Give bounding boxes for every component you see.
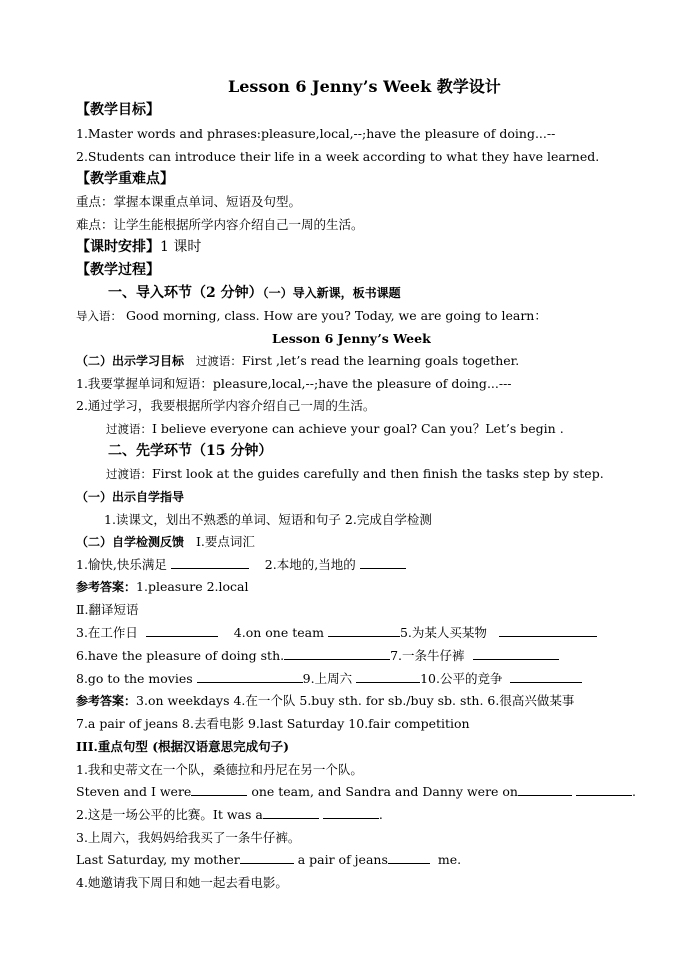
answer-line-1 <box>76 578 249 596</box>
sentence-text: me. <box>437 852 462 867</box>
vocab-part-label: Ⅰ.要点词汇 <box>195 534 255 549</box>
answer-label: 参考答案： <box>76 580 137 594</box>
transition-label: 过渡语： <box>195 354 242 368</box>
answer-blank[interactable] <box>284 647 390 660</box>
section-heading-goals: 【教学目标】 <box>76 102 160 118</box>
goal-1: 1.Master words and phrases:pleasure,local,--;have the pleasure of doing...-- <box>76 126 556 141</box>
show-goals-line <box>76 352 519 370</box>
answer-blank[interactable] <box>240 851 294 864</box>
step2-heading: 二、先学环节（15 分钟） <box>108 443 273 459</box>
answer-blank[interactable] <box>191 783 247 796</box>
phrase-8: 8.go to the movies <box>76 671 193 686</box>
learning-goal-2: 2.通过学习，我要根据所学内容介绍自己一周的生活。 <box>76 398 376 413</box>
intro-text: Good morning, class. How are you? Today, we are going to learn： <box>125 308 547 323</box>
show-goals-heading: （二）出示学习目标 <box>76 354 185 368</box>
transition-text: I believe everyone can achieve your goal? Can you？Let’s begin . <box>152 421 564 436</box>
answer-blank[interactable] <box>388 851 430 864</box>
phrase-3: 3.在工作日 <box>76 625 138 640</box>
phrase-6: 6.have the pleasure of doing sth. <box>76 648 285 663</box>
vocab-item-2: 2.本地的,当地的 <box>264 557 356 572</box>
phrase-part-label: Ⅱ.翻译短语 <box>76 602 139 617</box>
transition-line-3 <box>106 465 604 483</box>
answer-label: 参考答案： <box>76 694 137 708</box>
sentence-text: 2.这是一场公平的比赛。It was a <box>76 807 263 822</box>
check-line <box>76 533 255 551</box>
sentence-text: Steven and I were <box>76 784 192 799</box>
answer-blank[interactable] <box>263 806 319 819</box>
transition-label: 过渡语： <box>106 467 152 481</box>
sentence-1-cn: 1.我和史蒂文在一个队，桑德拉和丹尼在另一个队。 <box>76 762 363 777</box>
sentence-text: a pair of jeans <box>297 852 388 867</box>
section-heading-key-points: 【教学重难点】 <box>76 171 174 187</box>
step1-subheading: （一）导入新课，板书课题 <box>262 286 401 300</box>
phrase-7: 7.一条牛仔裤 <box>390 648 465 663</box>
intro-line <box>76 307 547 325</box>
phrase-line-2 <box>76 647 559 665</box>
check-heading: （二）自学检测反馈 <box>76 535 185 549</box>
page-title: Lesson 6 Jenny’s Week 教学设计 <box>228 77 501 96</box>
phrase-line-1 <box>76 624 597 642</box>
answer-blank[interactable] <box>146 624 218 637</box>
phrase-line-3 <box>76 670 582 688</box>
guide-items: 1.读课文，划出不熟悉的单词、短语和句子 2.完成自学检测 <box>104 512 432 527</box>
step1-heading: 一、导入环节（2 分钟） <box>108 285 263 301</box>
answer-blank[interactable] <box>171 556 249 569</box>
guide-heading: （一）出示自学指导 <box>76 490 185 504</box>
goal-2: 2.Students can introduce their life in a week according to what they have learned. <box>76 149 600 164</box>
sentence-3-cn: 3.上周六，我妈妈给我买了一条牛仔裤。 <box>76 830 301 845</box>
answer-blank[interactable] <box>197 670 303 683</box>
phrase-4: 4.on one team <box>233 625 324 640</box>
lesson-title-center: Lesson 6 Jenny’s Week <box>272 331 431 346</box>
difficult-point: 难点：让学生能根据所学内容介绍自己一周的生活。 <box>76 217 364 232</box>
step1-line <box>108 284 401 302</box>
transition-text: First look at the guides carefully and then finish the tasks step by step. <box>152 466 604 481</box>
phrase-5: 5.为某人买某物 <box>399 625 487 640</box>
answer-blank[interactable] <box>473 647 559 660</box>
answer-blank[interactable] <box>510 670 582 683</box>
schedule-label: 【课时安排】 <box>76 239 160 255</box>
phrase-9: 9.上周六 <box>302 671 353 686</box>
sentence-text: Last Saturday, my mother <box>76 852 240 867</box>
transition-line-2 <box>106 420 564 438</box>
section-schedule <box>76 238 201 256</box>
learning-goal-1: 1.我要掌握单词和短语：pleasure,local,--;have the pleasure of doing...--- <box>76 376 512 391</box>
sentence-text: one team, and Sandra and Danny were on <box>251 784 518 799</box>
vocab-item-1: 1.愉快,快乐满足 <box>76 557 167 572</box>
transition-text: First ,let’s read the learning goals together. <box>241 353 520 368</box>
sentence-2: 2.这是一场公平的比赛。It was a . <box>76 807 383 822</box>
sentence-3-en <box>76 851 461 869</box>
sentence-1-en: Steven and I were one team, and Sandra and Danny were on . <box>76 784 636 799</box>
answer-blank[interactable] <box>356 670 420 683</box>
answer-blank[interactable] <box>360 556 406 569</box>
answer-text: 3.on weekdays 4.在一个队 5.buy sth. for sb./buy sb. sth. 6.很高兴做某事 <box>136 693 575 708</box>
answer-line-2 <box>76 692 574 710</box>
vocab-line <box>76 556 406 574</box>
answer-text: 1.pleasure 2.local <box>136 579 249 594</box>
answer-line-3: 7.a pair of jeans 8.去看电影 9.last Saturday 10.fair competition <box>76 716 470 731</box>
sentence-4-cn: 4.她邀请我下周日和她一起去看电影。 <box>76 875 288 890</box>
answer-blank[interactable] <box>323 806 379 819</box>
answer-blank[interactable] <box>499 624 597 637</box>
schedule-value: 1 课时 <box>160 239 202 255</box>
intro-label: 导入语： <box>76 309 122 323</box>
section-heading-process: 【教学过程】 <box>76 262 160 278</box>
sentence-part-label: III.重点句型 (根据汉语意思完成句子) <box>76 739 290 754</box>
answer-blank[interactable] <box>576 783 632 796</box>
transition-label: 过渡语： <box>106 422 152 436</box>
key-point: 重点：掌握本课重点单词、短语及句型。 <box>76 194 302 209</box>
answer-blank[interactable] <box>328 624 400 637</box>
phrase-10: 10.公平的竞争 <box>420 671 503 686</box>
answer-blank[interactable] <box>518 783 572 796</box>
